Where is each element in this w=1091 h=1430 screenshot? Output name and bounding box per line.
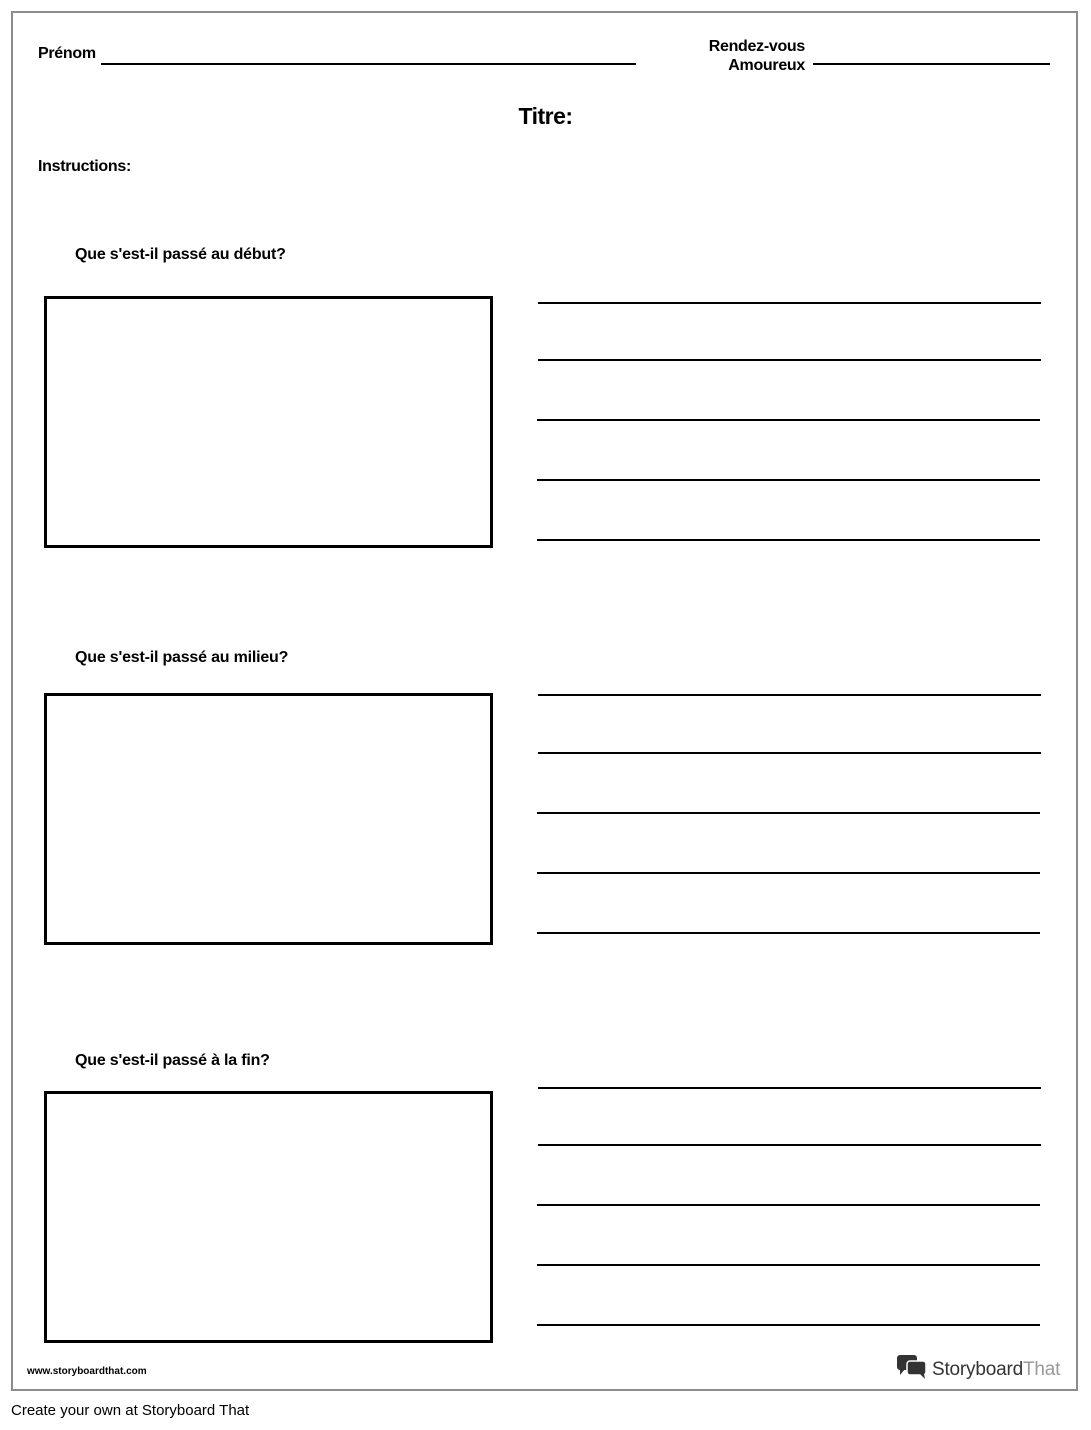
name-line[interactable]	[101, 63, 636, 65]
writing-line[interactable]	[537, 1324, 1040, 1326]
drawing-box-beginning[interactable]	[44, 296, 493, 548]
brand-main: Storyboard	[932, 1358, 1023, 1380]
writing-line[interactable]	[538, 1144, 1041, 1146]
footer-url[interactable]: www.storyboardthat.com	[27, 1366, 147, 1377]
writing-line[interactable]	[537, 419, 1040, 421]
question-end: Que s'est-il passé à la fin?	[75, 1052, 270, 1069]
brand-name	[932, 1359, 1060, 1381]
writing-line[interactable]	[537, 539, 1040, 541]
date-label-line1: Rendez-vous	[708, 38, 805, 55]
writing-line[interactable]	[537, 1264, 1040, 1266]
writing-line[interactable]	[537, 872, 1040, 874]
writing-line[interactable]	[537, 1204, 1040, 1206]
writing-line[interactable]	[537, 932, 1040, 934]
writing-line[interactable]	[538, 694, 1041, 696]
brand-light: That	[1022, 1358, 1061, 1380]
storyboardthat-logo[interactable]	[896, 1354, 1060, 1385]
writing-line[interactable]	[538, 1087, 1041, 1089]
date-label	[690, 37, 805, 75]
writing-line[interactable]	[538, 359, 1041, 361]
drawing-box-end[interactable]	[44, 1091, 493, 1343]
drawing-box-middle[interactable]	[44, 693, 493, 945]
date-label-line2: Amoureux	[728, 57, 805, 74]
question-middle: Que s'est-il passé au milieu?	[75, 649, 289, 666]
writing-line[interactable]	[538, 752, 1041, 754]
name-label: Prénom	[38, 45, 96, 62]
create-your-own-caption[interactable]: Create your own at Storyboard That	[11, 1402, 250, 1419]
speech-bubbles-icon	[896, 1354, 928, 1385]
instructions-label: Instructions:	[38, 158, 131, 175]
question-beginning: Que s'est-il passé au début?	[75, 246, 286, 263]
writing-line[interactable]	[538, 302, 1041, 304]
writing-line[interactable]	[537, 812, 1040, 814]
writing-line[interactable]	[537, 479, 1040, 481]
title-label: Titre:	[518, 103, 573, 129]
date-line[interactable]	[813, 63, 1050, 65]
